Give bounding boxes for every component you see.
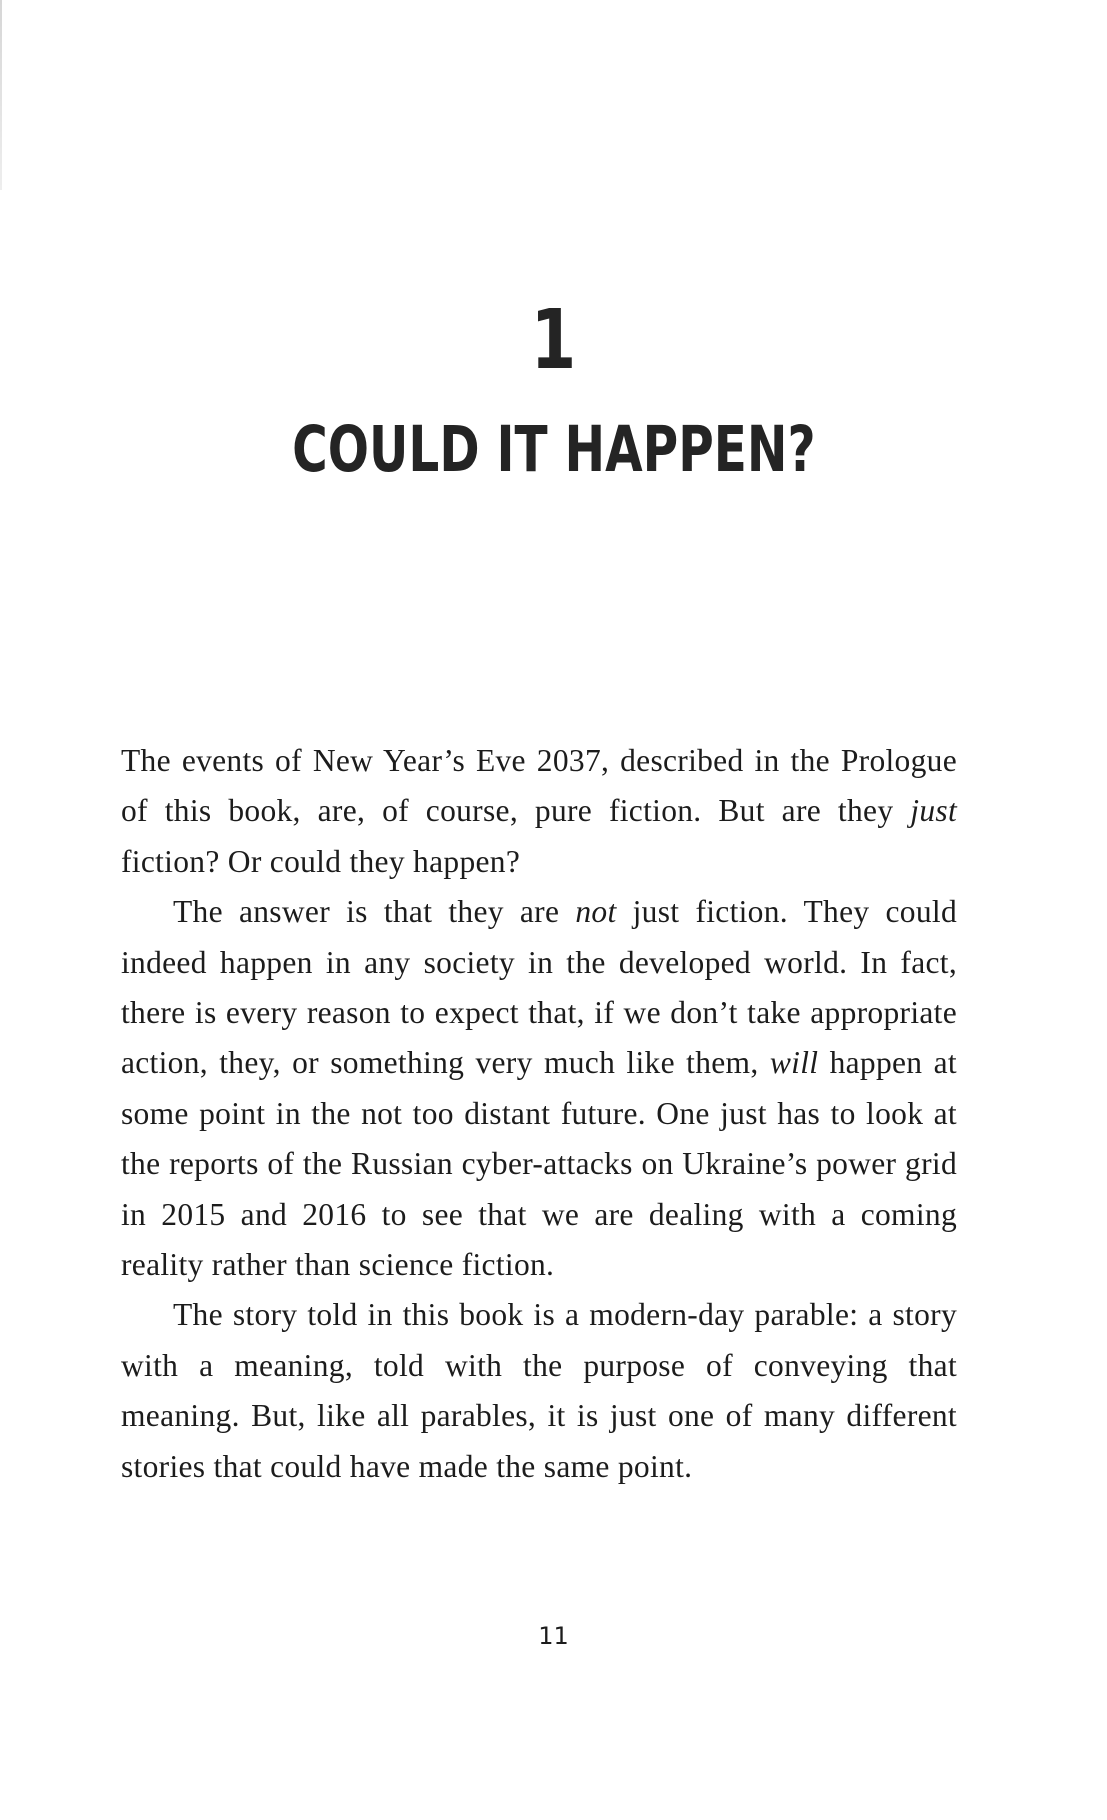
paragraph-2-text-c: happen at some point in the not too distant future. One just has to look at the reports of the Russian cyber-attacks on Ukraine’s power grid in 2015 and 2016 to see that we are dealing with a coming reality rather than science fiction. — [121, 1045, 957, 1283]
paragraph-1-text-a: The events of New Year’s Eve 2037, described in the Prologue of this book, are, of course, pure fiction. But are they — [121, 743, 957, 829]
paragraph-1-emphasis: just — [910, 793, 957, 829]
paragraph-1-text-b: fiction? Or could they happen? — [121, 843, 521, 879]
paragraph-2-text-a: The answer is that they are — [173, 894, 576, 930]
paragraph-1 — [121, 736, 957, 887]
paragraph-2-emphasis-2: will — [769, 1045, 819, 1081]
paragraph-3-text: The story told in this book is a modern-day parable: a story with a meaning, told with the purpose of conveying that meaning. But, like all parables, it is just one of many different stories that could have made the same point. — [121, 1297, 957, 1484]
paragraph-3 — [121, 1290, 957, 1492]
body-text — [121, 736, 957, 1492]
paragraph-2 — [121, 887, 957, 1290]
paragraph-2-emphasis-1: not — [575, 894, 617, 930]
page-number: 11 — [538, 1622, 569, 1650]
page-edge-shadow — [0, 0, 2, 190]
chapter-number: 1 — [530, 293, 577, 388]
chapter-heading — [0, 413, 1107, 486]
chapter-title: COULD IT HAPPEN? — [291, 413, 816, 486]
paragraph-2-text-b: just fiction. They could indeed happen in any society in the developed world. In fact, there is every reason to expect that, if we don’t take appropriate action, they, or something very much like them, — [121, 894, 957, 1081]
